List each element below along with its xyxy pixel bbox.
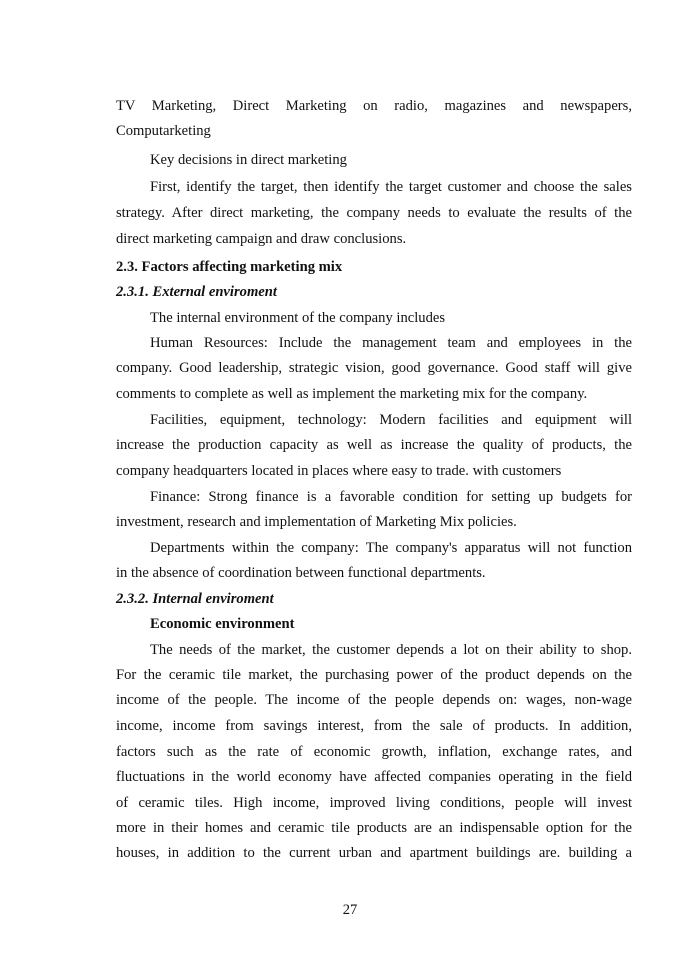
heading-line: Economic environment (150, 616, 295, 632)
text-line: fluctuations in the world economy have affected companies operating in the field (116, 769, 632, 785)
text-line: First, identify the target, then identify the target customer and choose the sales (150, 179, 632, 195)
text-line: Key decisions in direct marketing (150, 152, 347, 168)
heading-line: 2.3. Factors affecting marketing mix (116, 259, 343, 275)
text-line: company headquarters located in places where easy to trade. with customers (116, 463, 562, 479)
page-number: 27 (342, 902, 358, 918)
text-line: income, income from savings interest, from the sale of products. In addition, (116, 718, 632, 734)
text-line: houses, in addition to the current urban and apartment buildings are. building a (116, 845, 632, 861)
text-line: Human Resources: Include the management team and employees in the (150, 335, 632, 351)
text-line: company. Good leadership, strategic vision, good governance. Good staff will give (116, 360, 632, 376)
text-line: of ceramic tiles. High income, improved living conditions, people will invest (116, 795, 632, 811)
heading-line: 2.3.2. Internal enviroment (116, 591, 274, 607)
text-line: Computarketing (116, 123, 211, 139)
text-line: The needs of the market, the customer depends a lot on their ability to shop. (150, 642, 632, 658)
text-line: Finance: Strong finance is a favorable condition for setting up budgets for (150, 489, 632, 505)
text-line: more in their homes and ceramic tile products are an indispensable option for the (116, 820, 632, 836)
text-line: factors such as the rate of economic growth, inflation, exchange rates, and (116, 744, 632, 760)
text-line: income of the people. The income of the people depends on: wages, non-wage (116, 692, 632, 708)
heading-line: 2.3.1. External enviroment (116, 284, 277, 300)
text-line: investment, research and implementation of Marketing Mix policies. (116, 514, 517, 530)
text-line: For the ceramic tile market, the purchasing power of the product depends on the (116, 667, 632, 683)
text-line: TV Marketing, Direct Marketing on radio, magazines and newspapers, (116, 98, 632, 114)
text-line: strategy. After direct marketing, the company needs to evaluate the results of the (116, 205, 632, 221)
text-line: Departments within the company: The company's apparatus will not function (150, 540, 632, 556)
text-line: in the absence of coordination between functional departments. (116, 565, 486, 581)
text-line: The internal environment of the company includes (150, 310, 446, 326)
text-line: Facilities, equipment, technology: Modern facilities and equipment will (150, 412, 632, 428)
text-line: direct marketing campaign and draw conclusions. (116, 231, 407, 247)
text-line: increase the production capacity as well as increase the quality of products, the (116, 437, 632, 453)
text-line: comments to complete as well as implement the marketing mix for the company. (116, 386, 588, 402)
